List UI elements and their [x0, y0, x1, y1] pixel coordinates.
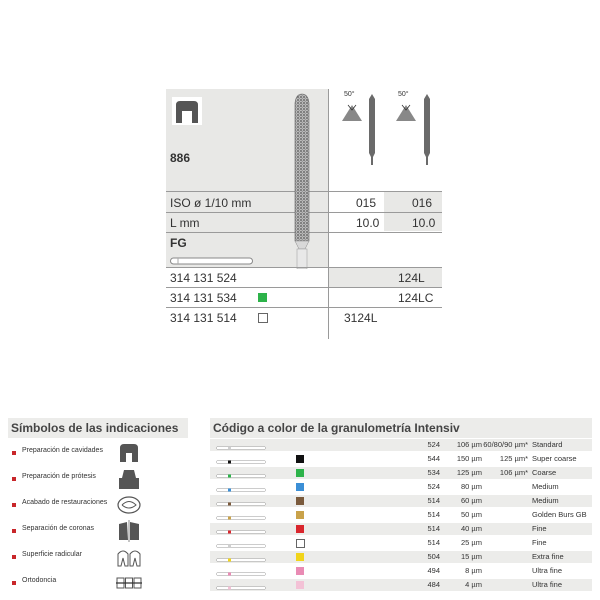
bur-shank-icon — [216, 527, 266, 531]
grain-size: 15 µm — [461, 552, 482, 561]
bur-shank-icon — [216, 541, 266, 545]
divider — [166, 267, 442, 268]
grit-name: Fine — [532, 538, 547, 547]
indications-title: Símbolos de las indicaciones — [11, 421, 179, 435]
grit-code: 524 — [427, 440, 440, 449]
grit-color-swatch — [296, 469, 304, 477]
bur-shank-icon — [216, 569, 266, 573]
grain-size: 40 µm — [461, 524, 482, 533]
grit-color-legend — [210, 418, 592, 598]
grit-name: Ultra fine — [532, 580, 563, 589]
grain-size: 80 µm — [461, 482, 482, 491]
grit-color-swatch — [296, 455, 304, 463]
grit-color-swatch — [296, 539, 305, 548]
param-length-value-1: 10.0 — [356, 216, 380, 230]
shank-type: FG — [170, 236, 187, 250]
param-length-value-2: 10.0 — [412, 216, 436, 230]
table-row — [210, 565, 592, 577]
grit-name: Coarse — [532, 468, 557, 477]
crown-prep-icon — [116, 468, 142, 490]
grit-name: Medium — [532, 496, 559, 505]
grit-table — [210, 439, 592, 599]
grain-size: 150 µm — [456, 454, 482, 463]
grain-size: 8 µm — [465, 566, 482, 575]
grit-color-swatch — [296, 581, 304, 589]
bur-silhouette-015 — [366, 93, 378, 165]
model-number: 886 — [170, 151, 191, 165]
grit-color-swatch — [258, 313, 268, 323]
grit-name: Golden Burs GB — [532, 510, 587, 519]
bur-silhouette-016 — [421, 93, 433, 165]
restoration-finish-icon — [116, 494, 142, 516]
tooth-cavity-icon — [172, 97, 202, 125]
bur-shank-icon — [216, 485, 266, 489]
grit-name: Fine — [532, 524, 547, 533]
grit-color-swatch — [296, 483, 304, 491]
indication-label: Acabado de restauraciones — [22, 499, 108, 506]
bullet — [12, 529, 16, 533]
indication-label: Separación de coronas — [22, 525, 94, 532]
grit-code: 514 — [427, 510, 440, 519]
bur-shank-icon — [216, 513, 266, 517]
indication-label: Preparación de cavidades — [22, 447, 103, 454]
grit-name: Super coarse — [532, 454, 577, 463]
grain-size: 25 µm — [461, 538, 482, 547]
angle-label-2: 50° — [398, 91, 409, 98]
grain-size: 60 µm — [461, 496, 482, 505]
param-label-iso: ISO ø 1/10 mm — [170, 196, 252, 210]
diamond-bur-drawing — [288, 93, 316, 269]
bullet — [12, 555, 16, 559]
table-row — [210, 523, 592, 535]
bur-shank-icon — [216, 457, 266, 461]
grain-size-alt: 60/80/90 µm* — [483, 440, 528, 449]
grain-size: 106 µm — [456, 440, 482, 449]
bur-shank-icon — [216, 443, 266, 447]
grit-color-swatch — [296, 567, 304, 575]
grit-name: Extra fine — [532, 552, 564, 561]
grit-title: Código a color de la granulometría Intensiv — [213, 421, 460, 435]
grit-color-swatch — [296, 497, 304, 505]
bur-shank-icon — [216, 499, 266, 503]
list-item — [8, 520, 188, 544]
angle-label-1: 50° — [344, 91, 355, 98]
grit-color-swatch — [296, 525, 304, 533]
column-separator — [328, 89, 329, 339]
grit-name: Ultra fine — [532, 566, 563, 575]
divider — [166, 287, 442, 288]
tooth-cavity-icon — [116, 442, 142, 464]
article-ref: 314 131 524 — [170, 271, 237, 285]
grit-color-swatch — [296, 553, 304, 561]
table-row — [210, 551, 592, 563]
grit-code: 494 — [427, 566, 440, 575]
article-ref: 314 131 514 — [170, 311, 237, 325]
divider — [166, 307, 442, 308]
table-row — [210, 467, 592, 479]
bullet — [12, 477, 16, 481]
grit-code: 544 — [427, 454, 440, 463]
table-row — [210, 439, 592, 451]
root-surface-icon — [116, 546, 142, 568]
bur-shank-icon — [216, 583, 266, 587]
table-row — [210, 537, 592, 549]
table-row — [210, 453, 592, 465]
grit-code: 534 — [427, 468, 440, 477]
list-item — [8, 546, 188, 570]
table-row — [210, 481, 592, 493]
indications-legend — [8, 418, 188, 598]
table-row — [210, 579, 592, 591]
grit-code: 484 — [427, 580, 440, 589]
grain-size-alt: 106 µm* — [499, 468, 528, 477]
table-row — [210, 495, 592, 507]
product-spec-table — [166, 89, 442, 339]
grit-code: 514 — [427, 496, 440, 505]
indication-label: Superficie radicular — [22, 551, 82, 558]
grain-size: 4 µm — [465, 580, 482, 589]
crown-separation-icon — [116, 520, 142, 542]
grit-color-swatch — [258, 293, 267, 302]
param-iso-value-1: 015 — [356, 196, 377, 210]
bullet — [12, 503, 16, 507]
indication-label: Preparación de prótesis — [22, 473, 96, 480]
bullet — [12, 581, 16, 585]
article-code: 124L — [398, 271, 425, 285]
param-label-length: L mm — [170, 216, 200, 230]
grit-code: 504 — [427, 552, 440, 561]
shank-drawing — [170, 257, 254, 265]
list-item — [8, 572, 188, 596]
indication-label: Ortodoncia — [22, 577, 57, 584]
article-code: 124LC — [398, 291, 434, 305]
list-item — [8, 468, 188, 492]
article-ref: 314 131 534 — [170, 291, 237, 305]
grain-size: 50 µm — [461, 510, 482, 519]
orthodontics-icon — [116, 572, 142, 594]
grit-name: Medium — [532, 482, 559, 491]
bur-shank-icon — [216, 471, 266, 475]
grit-color-swatch — [296, 511, 304, 519]
grit-code: 514 — [427, 524, 440, 533]
grit-code: 514 — [427, 538, 440, 547]
grain-size: 125 µm — [456, 468, 482, 477]
bullet — [12, 451, 16, 455]
list-item — [8, 494, 188, 518]
bur-shank-icon — [216, 555, 266, 559]
table-row — [210, 509, 592, 521]
grit-code: 524 — [427, 482, 440, 491]
article-code: 3124L — [344, 311, 378, 325]
param-iso-value-2: 016 — [412, 196, 433, 210]
list-item — [8, 442, 188, 466]
grit-name: Standard — [532, 440, 563, 449]
grain-size-alt: 125 µm* — [499, 454, 528, 463]
